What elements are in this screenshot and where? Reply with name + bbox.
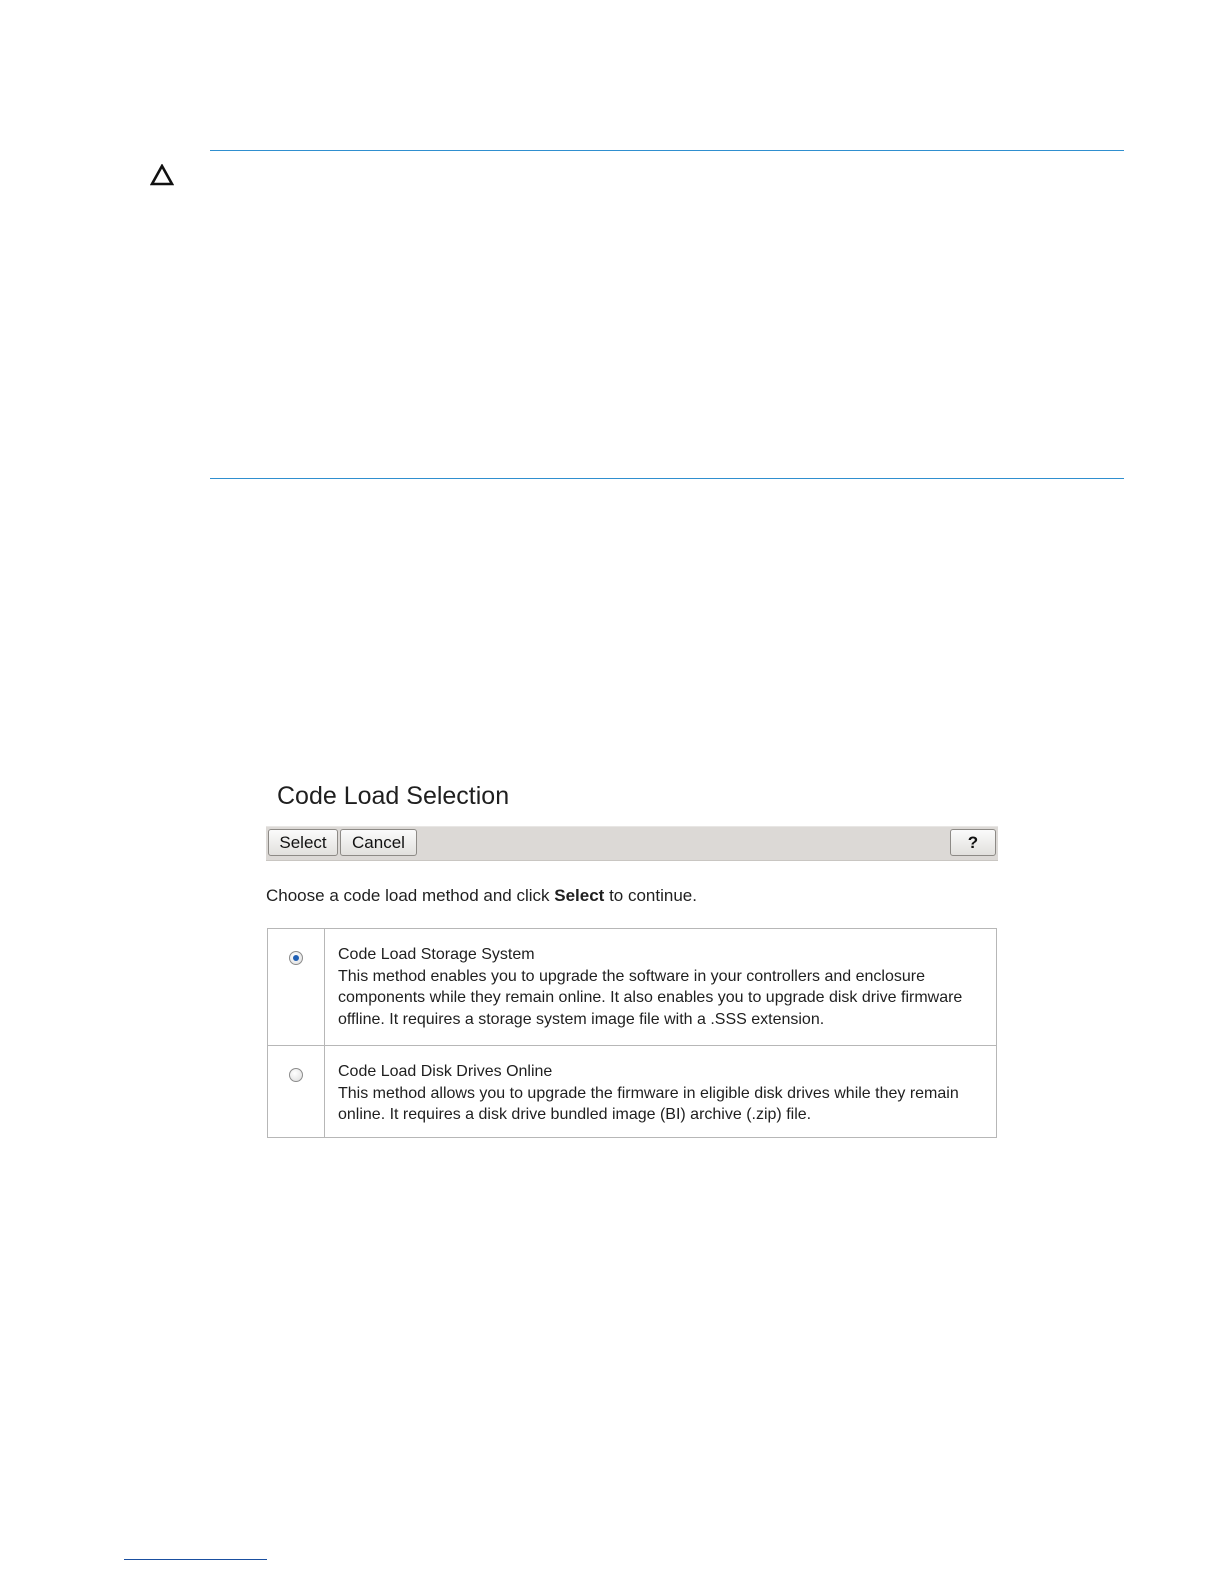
caution-top-rule bbox=[210, 150, 1124, 151]
option-code-load-disk-drives-online[interactable] bbox=[268, 1046, 996, 1137]
option-radio-cell bbox=[268, 929, 325, 1045]
caution-bottom-rule bbox=[210, 478, 1124, 479]
footer-rule bbox=[124, 1559, 267, 1560]
cancel-button[interactable]: Cancel bbox=[340, 829, 417, 856]
page-title: Code Load Selection bbox=[277, 782, 510, 810]
option-text bbox=[338, 1061, 988, 1126]
radio-code-load-disk-drives-online[interactable] bbox=[289, 1068, 303, 1082]
option-description: This method enables you to upgrade the software in your controllers and enclosure components while they remain online. It also enables you to upgrade disk drive firmware offline. It requires a storage system image file with a .SSS extension. bbox=[338, 967, 963, 1028]
instruction-suffix: to continue. bbox=[604, 886, 697, 905]
toolbar bbox=[266, 826, 998, 861]
radio-code-load-storage-system[interactable] bbox=[289, 951, 303, 965]
instruction-bold-select: Select bbox=[554, 886, 605, 905]
option-description: This method allows you to upgrade the firmware in eligible disk drives while they remain online. It requires a disk drive bundled image (BI) archive (.zip) file. bbox=[338, 1084, 959, 1123]
caution-triangle-icon bbox=[150, 164, 174, 186]
select-button[interactable]: Select bbox=[268, 829, 338, 856]
option-title: Code Load Disk Drives Online bbox=[338, 1063, 553, 1080]
option-code-load-storage-system[interactable] bbox=[268, 929, 996, 1046]
code-load-selection-panel bbox=[266, 780, 998, 1142]
option-radio-cell bbox=[268, 1046, 325, 1137]
instruction-prefix: Choose a code load method and click bbox=[266, 886, 555, 905]
instruction-text bbox=[266, 886, 697, 906]
option-text bbox=[338, 944, 988, 1030]
help-button[interactable]: ? bbox=[950, 829, 996, 856]
option-title: Code Load Storage System bbox=[338, 946, 535, 963]
code-load-method-options bbox=[267, 928, 997, 1138]
